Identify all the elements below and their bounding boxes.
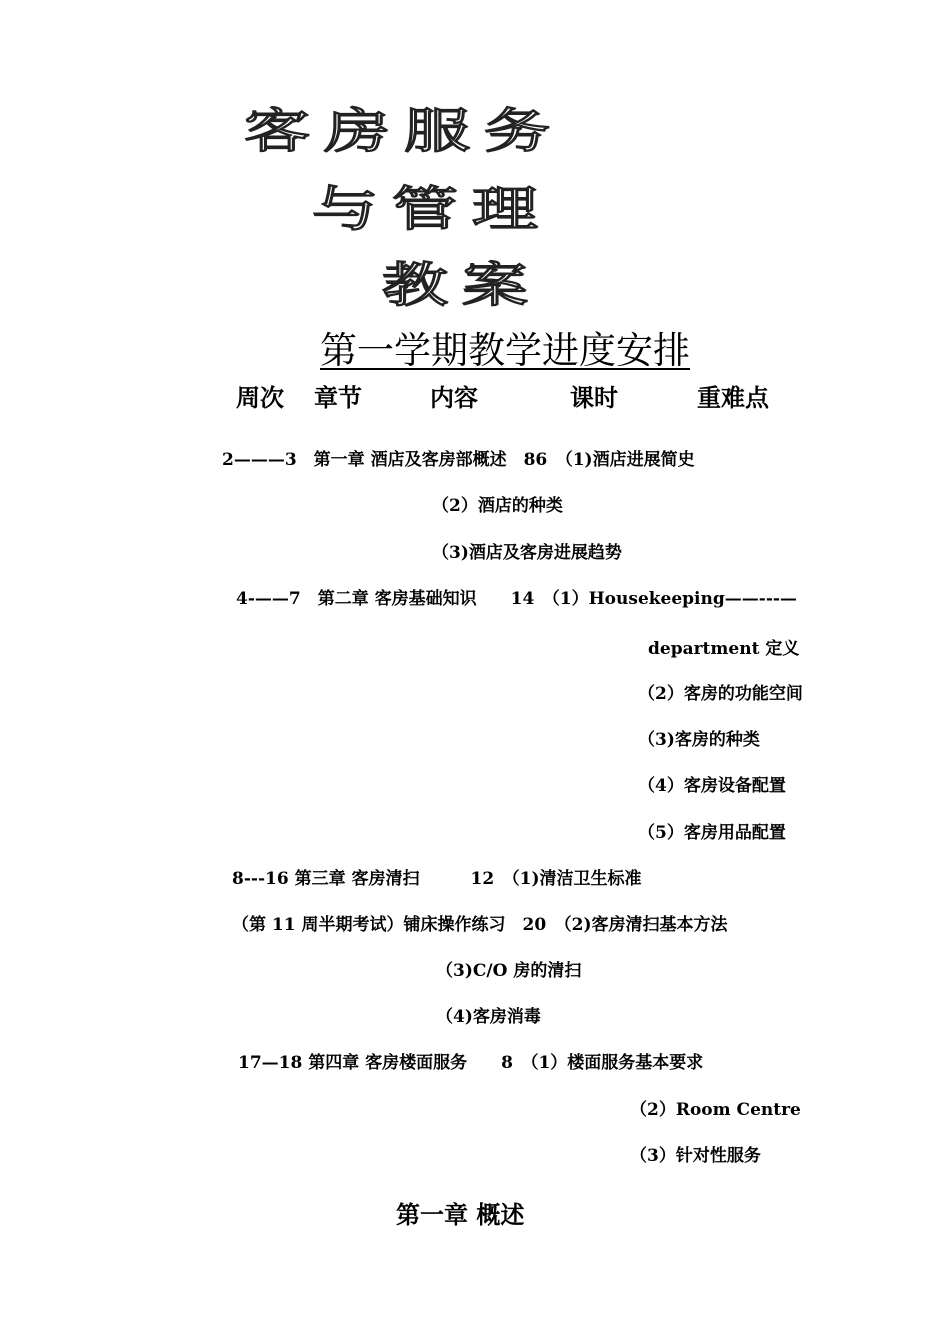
title-line-3: 教案 [382, 257, 542, 314]
column-header-content: 内容 [430, 383, 478, 412]
schedule-line: （3)酒店及客房进展趋势 [432, 543, 622, 563]
page-subtitle: 第一学期教学进度安排 [320, 329, 690, 372]
schedule-line: （3)C/O 房的清扫 [436, 961, 582, 981]
schedule-line: （4）客房设备配置 [638, 776, 786, 796]
title-line-2: 与管理 [312, 181, 552, 238]
column-header-key-points: 重难点 [697, 383, 769, 412]
column-header-week: 周次 [236, 383, 284, 412]
schedule-line: 8---16 第三章 客房清扫 12 （1)清洁卫生标准 [232, 869, 642, 889]
schedule-line: department 定义 [648, 639, 800, 659]
schedule-line: （5）客房用品配置 [638, 823, 786, 843]
schedule-line: （2）Room Centre [630, 1100, 801, 1120]
schedule-line: （3)客房的种类 [638, 730, 760, 750]
schedule-line: （4)客房消毒 [436, 1007, 541, 1027]
schedule-line: （2）酒店的种类 [432, 496, 563, 516]
schedule-line: （第 11 周半期考试）铺床操作练习 20 （2)客房清扫基本方法 [232, 915, 728, 935]
schedule-line: 4-——7 第二章 客房基础知识 14 （1）Housekeeping——---— [236, 589, 797, 609]
column-header-chapter: 章节 [314, 383, 362, 412]
schedule-line: （3）针对性服务 [630, 1146, 761, 1166]
title-line-1: 客房服务 [244, 103, 564, 160]
schedule-line: 2———3 第一章 酒店及客房部概述 86 （1)酒店进展简史 [222, 450, 695, 470]
schedule-line: 17—18 第四章 客房楼面服务 8 （1）楼面服务基本要求 [238, 1053, 704, 1073]
column-header-hours: 课时 [570, 383, 618, 412]
chapter-heading: 第一章 概述 [396, 1200, 525, 1229]
schedule-line: （2）客房的功能空间 [638, 684, 803, 704]
